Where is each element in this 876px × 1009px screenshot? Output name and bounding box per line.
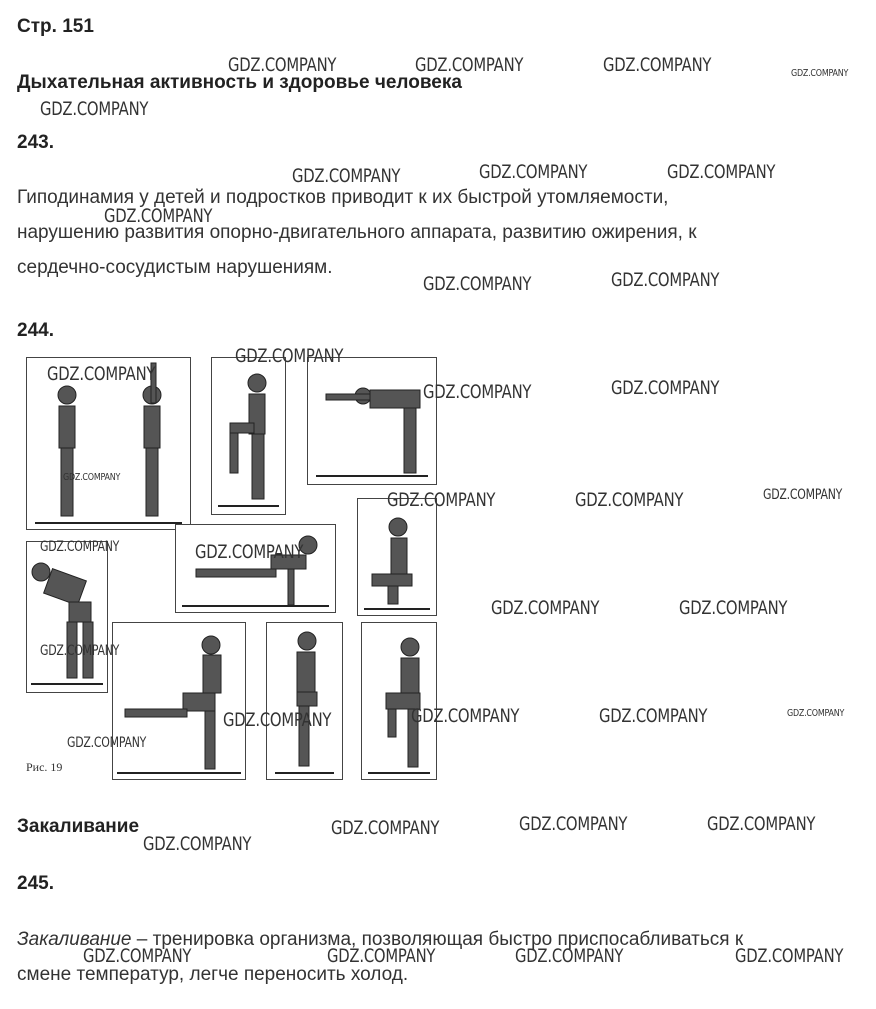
exercise-illustration (357, 498, 437, 616)
watermark: GDZ.COMPANY (679, 597, 788, 619)
watermark: GDZ.COMPANY (195, 541, 304, 563)
watermark: GDZ.COMPANY (387, 489, 496, 511)
watermark: GDZ.COMPANY (331, 817, 440, 839)
watermark: GDZ.COMPANY (104, 205, 213, 227)
watermark: GDZ.COMPANY (40, 643, 120, 659)
exercise-illustration (307, 357, 437, 485)
task-243-answer (17, 180, 867, 285)
section-title-breathing: Дыхательная активность и здоровье человека (17, 72, 462, 93)
watermark: GDZ.COMPANY (47, 363, 156, 385)
task-number-244: 244. (17, 320, 54, 341)
exercise-illustration (266, 622, 343, 780)
watermark: GDZ.COMPANY (735, 945, 844, 967)
page-number: Стр. 151 (17, 16, 94, 37)
watermark: GDZ.COMPANY (40, 539, 120, 555)
exercise-illustration (211, 357, 286, 515)
section-title-hardening: Закаливание (17, 816, 140, 837)
watermark: GDZ.COMPANY (491, 597, 600, 619)
task-243-line: Гиподинамия у детей и подростков приводит к их быстрой утомляемости, (17, 187, 669, 208)
watermark: GDZ.COMPANY (611, 377, 720, 399)
exercise-illustration (175, 524, 336, 613)
watermark: GDZ.COMPANY (228, 54, 337, 76)
watermark: GDZ.COMPANY (292, 165, 401, 187)
watermark: GDZ.COMPANY (63, 472, 121, 483)
watermark: GDZ.COMPANY (611, 269, 720, 291)
watermark: GDZ.COMPANY (67, 735, 147, 751)
watermark: GDZ.COMPANY (599, 705, 708, 727)
watermark: GDZ.COMPANY (575, 489, 684, 511)
watermark: GDZ.COMPANY (327, 945, 436, 967)
exercise-illustration (361, 622, 437, 780)
watermark: GDZ.COMPANY (40, 98, 149, 120)
watermark: GDZ.COMPANY (235, 345, 344, 367)
term-hardening: Закаливание (17, 929, 132, 950)
watermark: GDZ.COMPANY (143, 833, 252, 855)
watermark: GDZ.COMPANY (423, 381, 532, 403)
watermark: GDZ.COMPANY (479, 161, 588, 183)
task-243-line: нарушению развития опорно-двигательного аппарата, развитию ожирения, к (17, 222, 697, 243)
task-number-243: 243. (17, 132, 54, 153)
task-243-line: сердечно-сосудистым нарушениям. (17, 257, 333, 278)
watermark: GDZ.COMPANY (707, 813, 816, 835)
exercise-illustration (112, 622, 246, 780)
watermark: GDZ.COMPANY (415, 54, 524, 76)
figure-caption: Рис. 19 (26, 760, 63, 774)
task-245-line: смене температур, легче переносить холод. (17, 964, 409, 985)
exercise-illustration (26, 541, 108, 693)
watermark: GDZ.COMPANY (791, 68, 849, 79)
task-number-245: 245. (17, 873, 54, 894)
watermark: GDZ.COMPANY (787, 708, 845, 719)
watermark: GDZ.COMPANY (423, 273, 532, 295)
watermark: GDZ.COMPANY (83, 945, 192, 967)
definition-text: – тренировка организма, позволяющая быстро приспосабливаться к (131, 929, 744, 950)
watermark: GDZ.COMPANY (515, 945, 624, 967)
watermark: GDZ.COMPANY (519, 813, 628, 835)
watermark: GDZ.COMPANY (223, 709, 332, 731)
watermark: GDZ.COMPANY (667, 161, 776, 183)
watermark: GDZ.COMPANY (411, 705, 520, 727)
watermark: GDZ.COMPANY (763, 487, 843, 503)
watermark: GDZ.COMPANY (603, 54, 712, 76)
